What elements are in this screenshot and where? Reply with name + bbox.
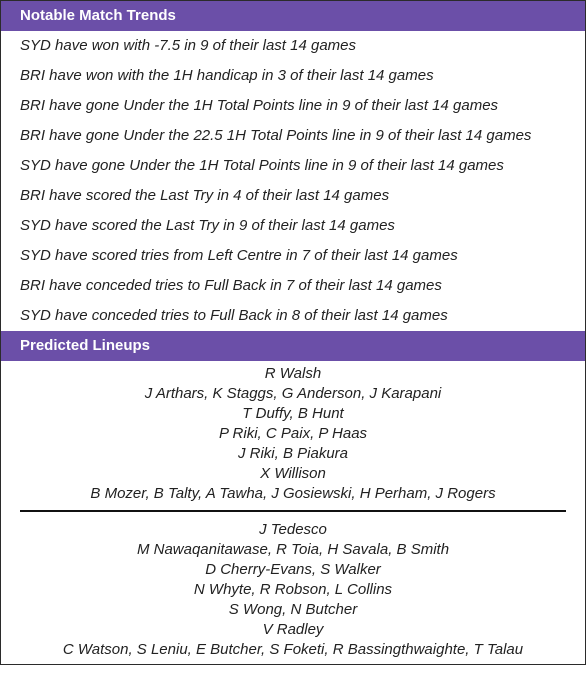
- lineup-front-row: P Riki, C Paix, P Haas: [218, 425, 368, 442]
- lineup-second-row: J Riki, B Piakura: [237, 445, 349, 462]
- trend-item: BRI have gone Under the 1H Total Points line in 9 of their last 14 games: [20, 97, 499, 114]
- trend-item: BRI have won with the 1H handicap in 3 of their last 14 games: [20, 67, 434, 84]
- lineup-interchange: B Mozer, B Talty, A Tawha, J Gosiewski, H Perham, J Rogers: [90, 485, 496, 502]
- lineup-backs: J Arthars, K Staggs, G Anderson, J Karapani: [144, 385, 442, 402]
- trend-item: SYD have conceded tries to Full Back in 8 of their last 14 games: [20, 307, 448, 324]
- lineup-second-row: S Wong, N Butcher: [228, 601, 358, 618]
- trend-item: BRI have gone Under the 22.5 1H Total Points line in 9 of their last 14 games: [20, 127, 532, 144]
- trend-item: SYD have scored tries from Left Centre in 7 of their last 14 games: [20, 247, 458, 264]
- lineup-lock: X Willison: [260, 465, 326, 482]
- lineup-divider: [20, 510, 566, 512]
- lineup-front-row: N Whyte, R Robson, L Collins: [193, 581, 393, 598]
- trend-item: SYD have scored the Last Try in 9 of their last 14 games: [20, 217, 395, 234]
- lineup-halves: D Cherry-Evans, S Walker: [205, 561, 381, 578]
- trend-item: SYD have gone Under the 1H Total Points line in 9 of their last 14 games: [20, 157, 504, 174]
- trends-list: [1, 31, 585, 331]
- lineup-team-2: [1, 520, 585, 660]
- lineups-header: Predicted Lineups: [1, 331, 585, 361]
- lineup-halves: T Duffy, B Hunt: [242, 405, 344, 422]
- lineup-backs: M Nawaqanitawase, R Toia, H Savala, B Smith: [136, 541, 450, 558]
- trend-item: BRI have scored the Last Try in 4 of their last 14 games: [20, 187, 390, 204]
- trend-item: BRI have conceded tries to Full Back in 7 of their last 14 games: [20, 277, 442, 294]
- trend-item: SYD have won with -7.5 in 9 of their last 14 games: [20, 37, 357, 54]
- lineup-lock: V Radley: [262, 621, 324, 638]
- trends-header: Notable Match Trends: [1, 1, 585, 31]
- lineup-interchange: C Watson, S Leniu, E Butcher, S Foketi, R Bassingthwaighte, T Talau: [62, 641, 524, 658]
- lineup-team-1: [1, 361, 585, 504]
- lineup-fullback: J Tedesco: [259, 521, 327, 538]
- lineup-fullback: R Walsh: [264, 365, 322, 382]
